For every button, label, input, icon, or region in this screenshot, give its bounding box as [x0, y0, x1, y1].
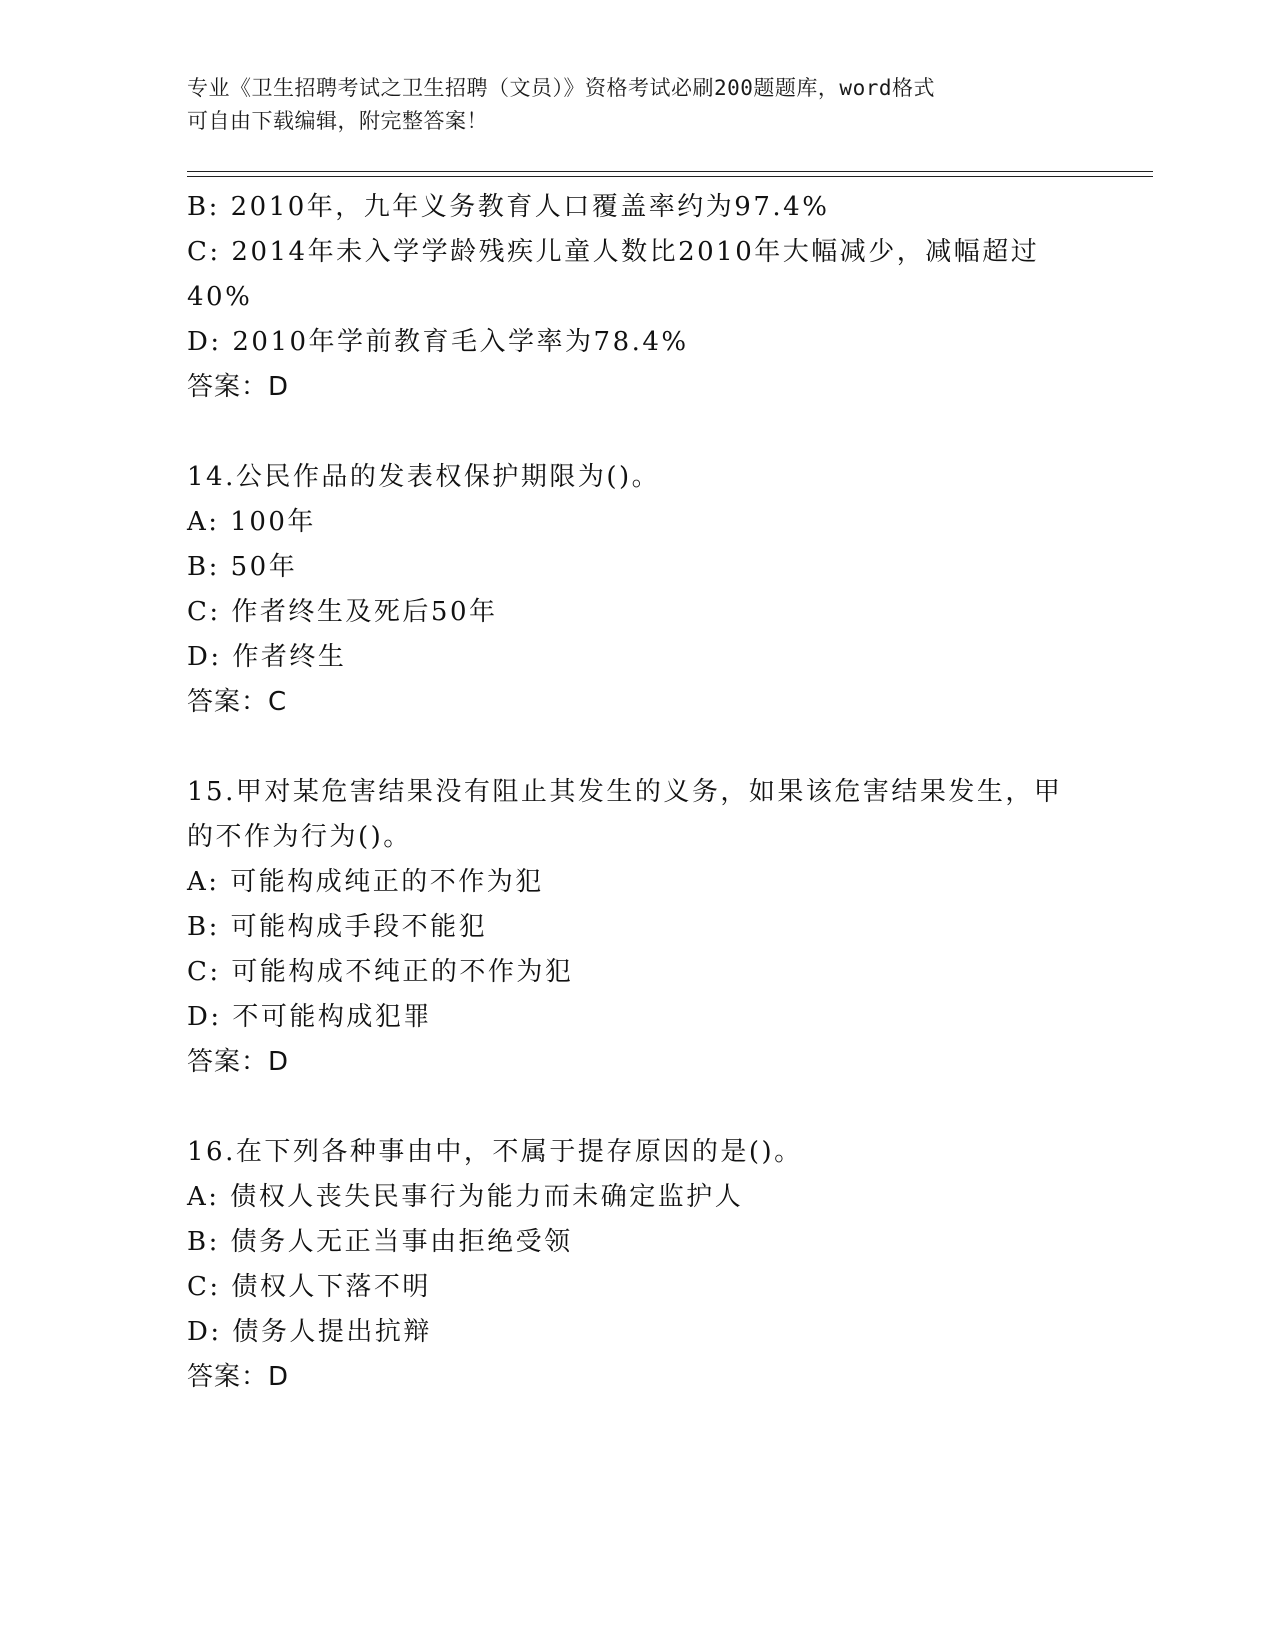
spacer — [187, 410, 1087, 455]
option-b: B: 债务人无正当事由拒绝受领 — [187, 1227, 573, 1257]
question-15 — [187, 770, 1087, 1085]
option-d: D: 作者终生 — [187, 642, 347, 672]
answer: 答案：D — [187, 372, 290, 402]
document-header — [187, 72, 1067, 138]
option-d: D: 不可能构成犯罪 — [187, 1002, 432, 1032]
option-c: C: 2014年未入学学龄残疾儿童人数比2010年大幅减少，减幅超过 — [187, 237, 1040, 267]
question-stem: 16.在下列各种事由中，不属于提存原因的是()。 — [187, 1137, 803, 1167]
question-stem-continued: 的不作为行为()。 — [187, 822, 412, 852]
option-c: C: 可能构成不纯正的不作为犯 — [187, 957, 574, 987]
question-stem: 14.公民作品的发表权保护期限为()。 — [187, 462, 661, 492]
option-b: B: 2010年，九年义务教育人口覆盖率约为97.4% — [187, 192, 830, 222]
option-b: B: 50年 — [187, 552, 298, 582]
option-d: D: 2010年学前教育毛入学率为78.4% — [187, 327, 689, 357]
option-a: A: 债权人丧失民事行为能力而未确定监护人 — [187, 1182, 744, 1212]
option-d: D: 债务人提出抗辩 — [187, 1317, 432, 1347]
option-c: C: 作者终生及死后50年 — [187, 597, 498, 627]
option-c: C: 债权人下落不明 — [187, 1272, 431, 1302]
option-a: A: 100年 — [187, 507, 316, 537]
header-divider-bottom — [187, 176, 1153, 177]
option-b: B: 可能构成手段不能犯 — [187, 912, 488, 942]
answer: 答案：C — [187, 687, 288, 717]
question-16 — [187, 1130, 1087, 1400]
option-a: A: 可能构成纯正的不作为犯 — [187, 867, 544, 897]
question-list — [187, 185, 1087, 1400]
question-14 — [187, 455, 1087, 725]
spacer — [187, 725, 1087, 770]
header-divider-top — [187, 171, 1153, 172]
answer: 答案：D — [187, 1047, 290, 1077]
answer: 答案：D — [187, 1362, 290, 1392]
question-stem: 15.甲对某危害结果没有阻止其发生的义务，如果该危害结果发生，甲 — [187, 777, 1063, 807]
header-line-1: 专业《卫生招聘考试之卫生招聘（文员）》资格考试必刷200题题库，word格式 — [187, 76, 935, 100]
header-line-2: 可自由下载编辑，附完整答案！ — [187, 109, 488, 133]
question-13-tail — [187, 185, 1087, 410]
spacer — [187, 1085, 1087, 1130]
option-c-continued: 40% — [187, 282, 253, 312]
